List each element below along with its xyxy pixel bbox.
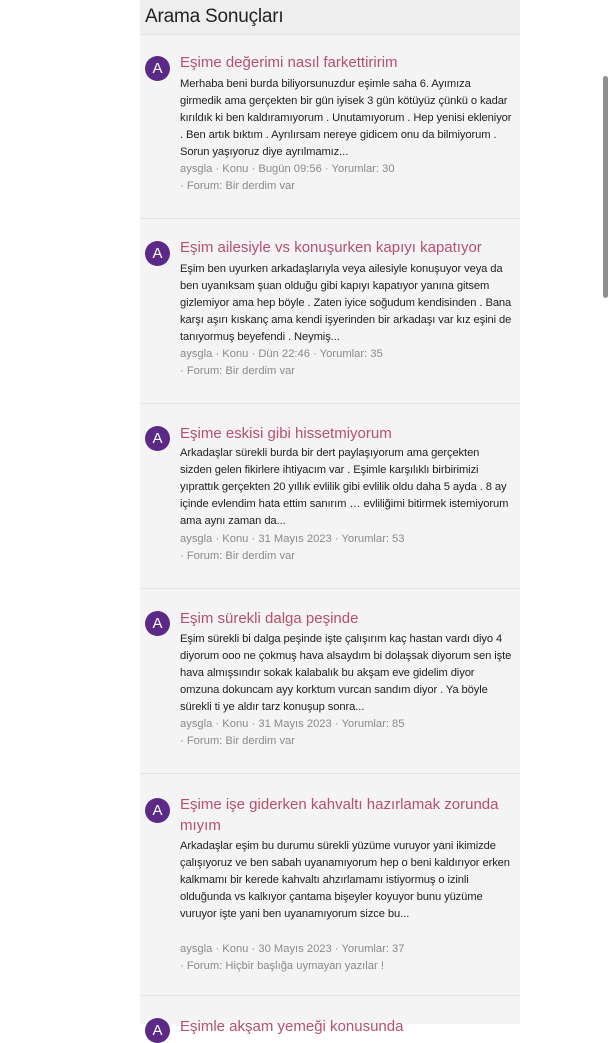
result-title-link[interactable]: Eşimle akşam yemeği konusunda [180, 1018, 404, 1035]
avatar[interactable]: A [145, 611, 170, 636]
vertical-scrollbar[interactable] [603, 76, 608, 298]
search-result[interactable] [140, 774, 520, 996]
avatar[interactable]: A [145, 56, 170, 81]
search-result[interactable] [140, 996, 520, 1039]
avatar[interactable]: A [145, 426, 170, 451]
avatar[interactable]: A [145, 1018, 170, 1043]
avatar[interactable]: A [145, 798, 170, 823]
result-snippet: Eşim ben uyurken arkadaşlarıyla veya ailesiyle konuşuyor veya da ben uyanıksam şuan olduğu gibi kapıyı kapatıyor yanına gitsem gizlemiyor ama hep böyle . Zaten iyice soğudum kendisinden . Bana karşı aşırı kıskanç ama kendi işyerinden bir arkadaşı var kız eşini de tanıyormuş beyefendi . Neymiş... [180, 263, 512, 343]
result-snippet: Eşim sürekli bi dalga peşinde işte çalışırım kaç hastan vardı diyo 4 diyorum ooo ne çokmuş hava alsaydım bi dolaşsak diyorum sen işte hava almışsındır sokak kalabalık bu akşam eve gidelim diyor omzuna dokuncam ayy korktum vurcan sandım diyor . Ya böyle sürekli ti ye aldır tarz konuşup sonra... [180, 633, 512, 713]
page-title [140, 0, 520, 35]
result-meta: aysgla · Konu · Dün 22:46 · Yorumlar: 35 [180, 348, 383, 360]
result-forum[interactable]: · Forum: Bir derdim var [180, 735, 295, 747]
search-result[interactable] [140, 34, 520, 219]
search-result[interactable] [140, 219, 520, 404]
result-title-link[interactable]: Eşime işe giderken kahvaltı hazırlamak zorunda mıyım [180, 796, 499, 834]
avatar[interactable]: A [145, 241, 170, 266]
result-forum[interactable]: · Forum: Bir derdim var [180, 180, 295, 192]
result-snippet: Arkadaşlar eşim bu durumu sürekli yüzüme vuruyor yani ikimizde çalışıyoruz ve ben sabah uyanamıyorum hep o beni kaldırıyor erken kalkmamı bir kerede kahvaltı ahzırlamamı istiyormuş o izinli olduğunda vs kalkıyor çantama bişeyler koyuyor bunu yüzüme vuruyor işte yani ben uyanamıyorum sizce bu... [180, 840, 510, 920]
result-title-link[interactable]: Eşim ailesiyle vs konuşurken kapıyı kapatıyor [180, 239, 482, 256]
result-meta: aysgla · Konu · Bugün 09:56 · Yorumlar: 30 [180, 163, 395, 175]
page-title-text: Arama Sonuçları [145, 6, 284, 27]
result-forum[interactable]: · Forum: Bir derdim var [180, 550, 295, 562]
result-title-link[interactable]: Eşim sürekli dalga peşinde [180, 610, 359, 627]
result-snippet: Arkadaşlar sürekli burda bir dert paylaşıyorum ama gerçekten sizden gelen fikirlere ihtiyacım var . Eşimle karşılıklı birbirimizi yıprattık gerçekten 20 yıllık evlilik gibi evlilik oldu daha 5 ayda . 8 ay içinde evlendim hata ettim sanırım … evliliğimi bitirmek istemiyorum ama aynı zaman da... [180, 447, 509, 527]
result-title-link[interactable]: Eşime eskisi gibi hissetmiyorum [180, 425, 392, 442]
search-results-panel [140, 0, 520, 1039]
search-result[interactable] [140, 404, 520, 589]
result-meta: aysgla · Konu · 31 Mayıs 2023 · Yorumlar: 85 [180, 718, 405, 730]
result-snippet: Merhaba beni burda biliyorsunuzdur eşimle saha 6. Ayımıza girmedik ama gerçekten bir gün iyisek 3 gün kötüyüz çünkü o kadar kırıldık ki ben kaldıramıyorum . Unutamıyorum . Hep yenisi ekleniyor . Ben artık bıktım . Ayrılırsam nereye gidicem onu da bilmiyorum . Sorun yaşıyoruz diye ayrılmamız... [180, 78, 512, 158]
result-forum[interactable]: · Forum: Bir derdim var [180, 365, 295, 377]
search-result[interactable] [140, 589, 520, 774]
result-forum[interactable]: · Forum: Hiçbir başlığa uymayan yazılar ! [180, 960, 384, 972]
result-meta: aysgla · Konu · 31 Mayıs 2023 · Yorumlar: 53 [180, 533, 405, 545]
result-meta: aysgla · Konu · 30 Mayıs 2023 · Yorumlar: 37 [180, 943, 405, 955]
result-title-link[interactable]: Eşime değerimi nasıl farkettiririm [180, 54, 398, 71]
